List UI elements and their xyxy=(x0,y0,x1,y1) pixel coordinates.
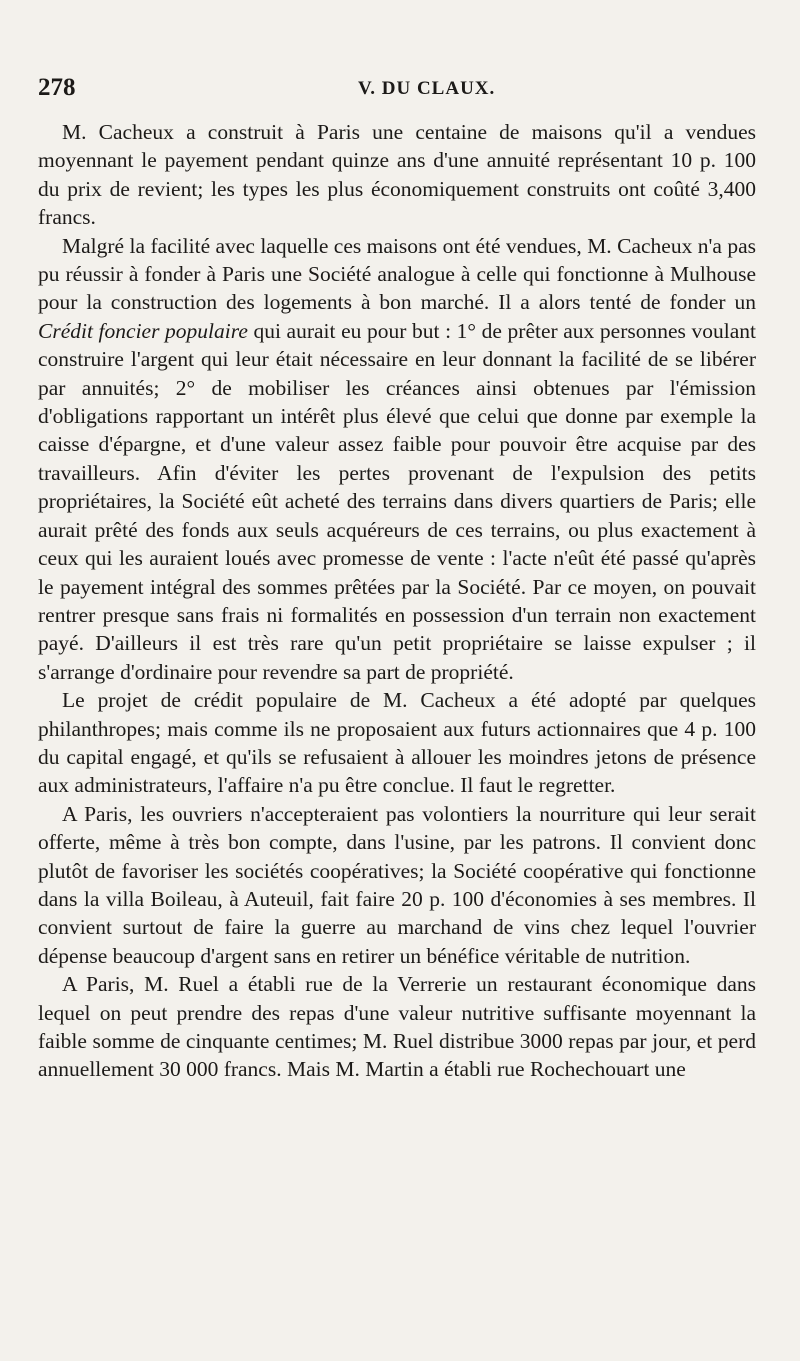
page-number: 278 xyxy=(38,74,76,101)
paragraph-3 xyxy=(38,686,756,800)
paragraph-5 xyxy=(38,970,756,1084)
paragraph-2 xyxy=(38,232,756,687)
page-header xyxy=(38,74,760,108)
paragraph-4 xyxy=(38,800,756,970)
paragraph-4-text: A Paris, les ouvriers n'accepteraient pas volontiers la nourriture qui leur serait offerte, même à très bon compte, dans l'usine, par les patrons. Il convient donc plutôt de favoriser les sociétés coopératives; la Société coopérative qui fonctionne dans la villa Boileau, à Auteuil, fait faire 20 p. 100 d'économies à ses membres. Il convient surtout de faire la guerre au marchand de vins chez lequel l'ouvrier dépense beaucoup d'argent sans en retirer un bénéfice véritable de nutrition. xyxy=(38,801,756,968)
paragraph-5-text: A Paris, M. Ruel a établi rue de la Verrerie un restaurant économique dans lequel on peut prendre des repas d'une valeur nutritive suffisante moyennant la faible somme de cinquante centimes; M. Ruel distribue 3000 repas par jour, et perd annuellement 30 000 francs. Mais M. Martin a établi rue Rochechouart une xyxy=(38,972,756,1082)
running-head: V. DU CLAUX. xyxy=(358,78,496,99)
paragraph-2-text-a: Malgré la facilité avec laquelle ces maisons ont été vendues, M. Cacheux n'a pas pu réussir à fonder à Paris une Société analogue à celle qui fonctionne à Mulhouse pour la construction des logements à bon marché. Il a alors tenté de fonder un xyxy=(38,233,756,315)
paragraph-2-text-b: qui aurait eu pour but : 1° de prêter aux personnes voulant construire l'argent qui leur était nécessaire en leur donnant la facilité de se libérer par annuités; 2° de mobiliser les créances ainsi obtenues par l'émission d'obligations rapportant un intérêt plus élevé que celui que donne par exemple la caisse d'épargne, et d'une valeur assez faible pour pouvoir être acquise par des travailleurs. Afin d'éviter les pertes provenant de l'expulsion des petits propriétaires, la Société eût acheté des terrains dans divers quartiers de Paris; elle aurait prêté des fonds aux seuls acquéreurs de ces terrains, ou plus exactement à ceux qui les auraient loués avec promesse de vente : l'acte n'eût été passé qu'après le payement intégral des sommes prêtées par la Société. Par ce moyen, on pouvait rentrer presque sans frais ni formalités en possession d'un terrain non exactement payé. D'ailleurs il est très rare qu'un petit propriétaire se laisse expulser ; il s'arrange d'ordinaire pour revendre sa part de propriété. xyxy=(38,318,756,684)
paragraph-3-text: Le projet de crédit populaire de M. Cacheux a été adopté par quelques philanthropes; mais comme ils ne proposaient aux futurs actionnaires que 4 p. 100 du capital engagé, et qu'ils se refusaient à allouer les moindres jetons de présence aux administrateurs, l'affaire n'a pu être conclue. Il faut le regretter. xyxy=(38,688,756,798)
paragraph-1-text: M. Cacheux a construit à Paris une centaine de maisons qu'il a vendues moyennant le payement pendant quinze ans d'une annuité représentant 10 p. 100 du prix de revient; les types les plus économiquement construits ont coûté 3,400 francs. xyxy=(38,120,756,230)
body-text xyxy=(38,118,756,1084)
paragraph-1 xyxy=(38,118,756,232)
paragraph-2-italic-term: Crédit foncier populaire xyxy=(38,318,248,343)
